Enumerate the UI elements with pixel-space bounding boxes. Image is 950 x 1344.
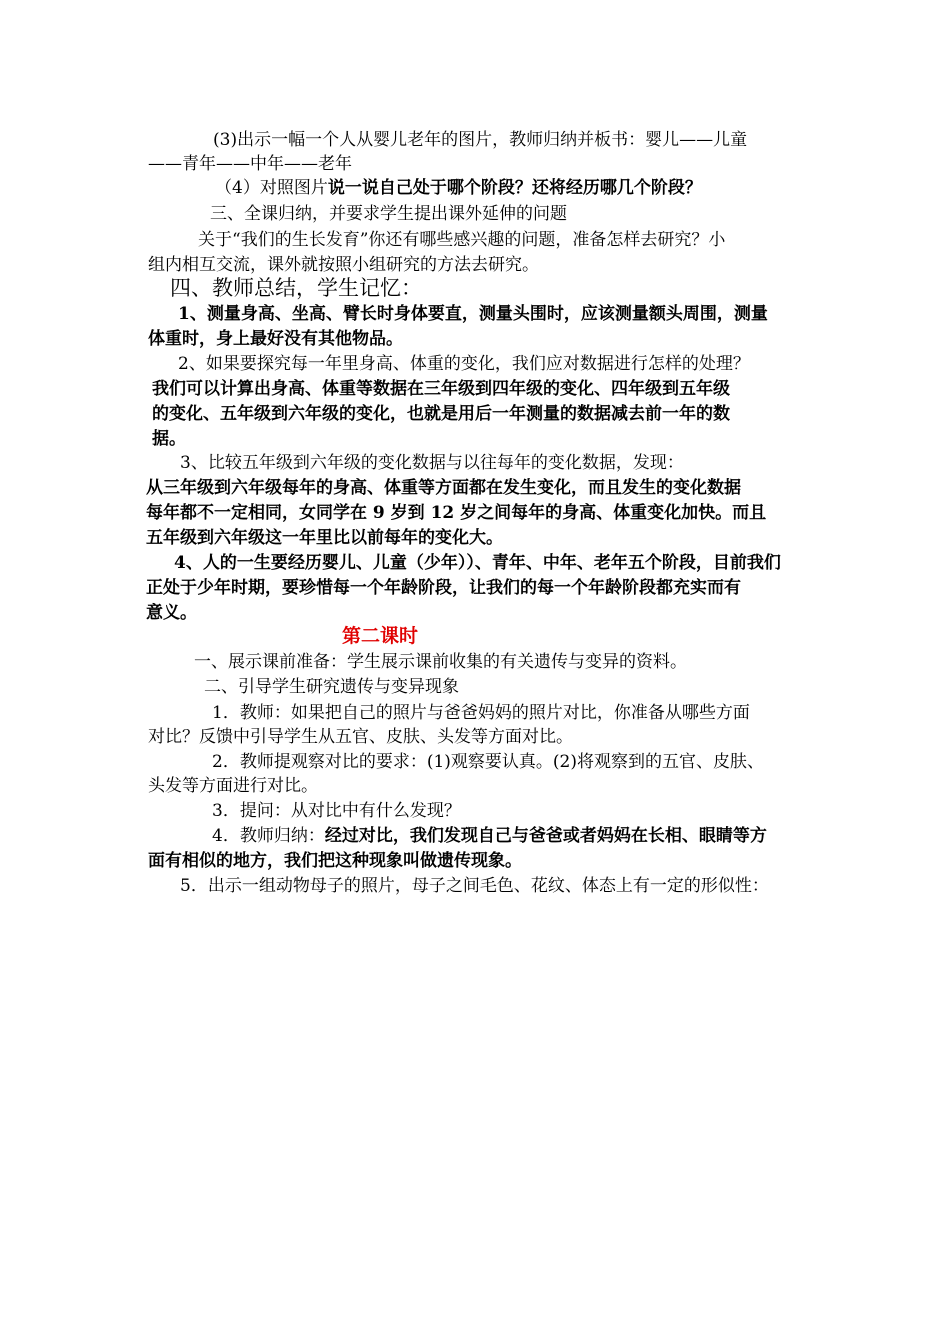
paragraph-line bbox=[215, 176, 702, 200]
paragraph-line: 1．教师：如果把自己的照片与爸爸妈妈的照片对比，你准备从哪些方面 bbox=[212, 703, 750, 723]
paragraph-line: 关于“我们的生长发育”你还有哪些感兴趣的问题，准备怎样去研究？小 bbox=[198, 230, 726, 250]
paragraph-line: 3、比较五年级到六年级的变化数据与以往每年的变化数据，发现： bbox=[180, 453, 684, 473]
paragraph-line: 我们可以计算出身高、体重等数据在三年级到四年级的变化、四年级到五年级 bbox=[152, 379, 730, 399]
paragraph-line: 5．出示一组动物母子的照片，母子之间毛色、花纹、体态上有一定的形似性： bbox=[180, 876, 769, 896]
text-run: 4．教师归纳： bbox=[212, 826, 325, 846]
text-run-bold: 经过对比，我们发现自己与爸爸或者妈妈在长相、眼睛等方 bbox=[324, 826, 767, 846]
text-run-bold: 说一说自己处于哪个阶段？还将经历哪几个阶段？ bbox=[327, 178, 702, 198]
paragraph-line: 的变化、五年级到六年级的变化，也就是用后一年测量的数据减去前一年的数 bbox=[152, 404, 730, 424]
paragraph-line: 面有相似的地方，我们把这种现象叫做遗传现象。 bbox=[148, 851, 522, 871]
paragraph-line: 4、人的一生要经历婴儿、儿童（少年））、青年、中年、老年五个阶段，目前我们 bbox=[174, 553, 781, 573]
paragraph-line: 每年都不一定相同，女同学在 9 岁到 12 岁之间每年的身高、体重变化加快。而且 bbox=[146, 503, 767, 523]
section-heading: 四、教师总结，学生记忆： bbox=[170, 276, 422, 300]
paragraph-line: 正处于少年时期，要珍惜每一个年龄阶段，让我们的每一个年龄阶段都充实而有 bbox=[146, 578, 741, 598]
paragraph-line bbox=[212, 824, 767, 848]
paragraph-line: 体重时，身上最好没有其他物品。 bbox=[148, 329, 403, 349]
paragraph-line: 1、测量身高、坐高、臂长时身体要直，测量头围时，应该测量额头周围，测量 bbox=[178, 304, 768, 324]
paragraph-line: 头发等方面进行对比。 bbox=[148, 776, 318, 796]
paragraph-line: 五年级到六年级这一年里比以前每年的变化大。 bbox=[146, 528, 503, 548]
paragraph-line: 二、引导学生研究遗传与变异现象 bbox=[204, 677, 459, 697]
paragraph-line: 3．提问：从对比中有什么发现？ bbox=[212, 801, 461, 821]
paragraph-line: ——青年——中年——老年 bbox=[148, 154, 352, 174]
paragraph-line: 一、展示课前准备：学生展示课前收集的有关遗传与变异的资料。 bbox=[194, 652, 687, 672]
paragraph-line: 从三年级到六年级每年的身高、体重等方面都在发生变化，而且发生的变化数据 bbox=[146, 478, 741, 498]
paragraph-line: 2、如果要探究每一年里身高、体重的变化，我们应对数据进行怎样的处理？ bbox=[178, 354, 750, 374]
paragraph-line: 2．教师提观察对比的要求：(1)观察要认真。(2)将观察到的五官、皮肤、 bbox=[212, 752, 764, 772]
paragraph-line: 三、全课归纳，并要求学生提出课外延伸的问题 bbox=[210, 204, 567, 224]
paragraph-line: 意义。 bbox=[146, 603, 197, 623]
paragraph-line: 对比？反馈中引导学生从五官、皮肤、头发等方面对比。 bbox=[148, 727, 573, 747]
paragraph-line: 组内相互交流，课外就按照小组研究的方法去研究。 bbox=[148, 255, 539, 275]
text-run: （4）对照图片 bbox=[215, 178, 328, 198]
section-title: 第二课时 bbox=[342, 625, 419, 647]
paragraph-line: (3)出示一幅一个人从婴儿老年的图片，教师归纳并板书：婴儿——儿童 bbox=[213, 130, 748, 150]
paragraph-line: 据。 bbox=[152, 429, 186, 449]
